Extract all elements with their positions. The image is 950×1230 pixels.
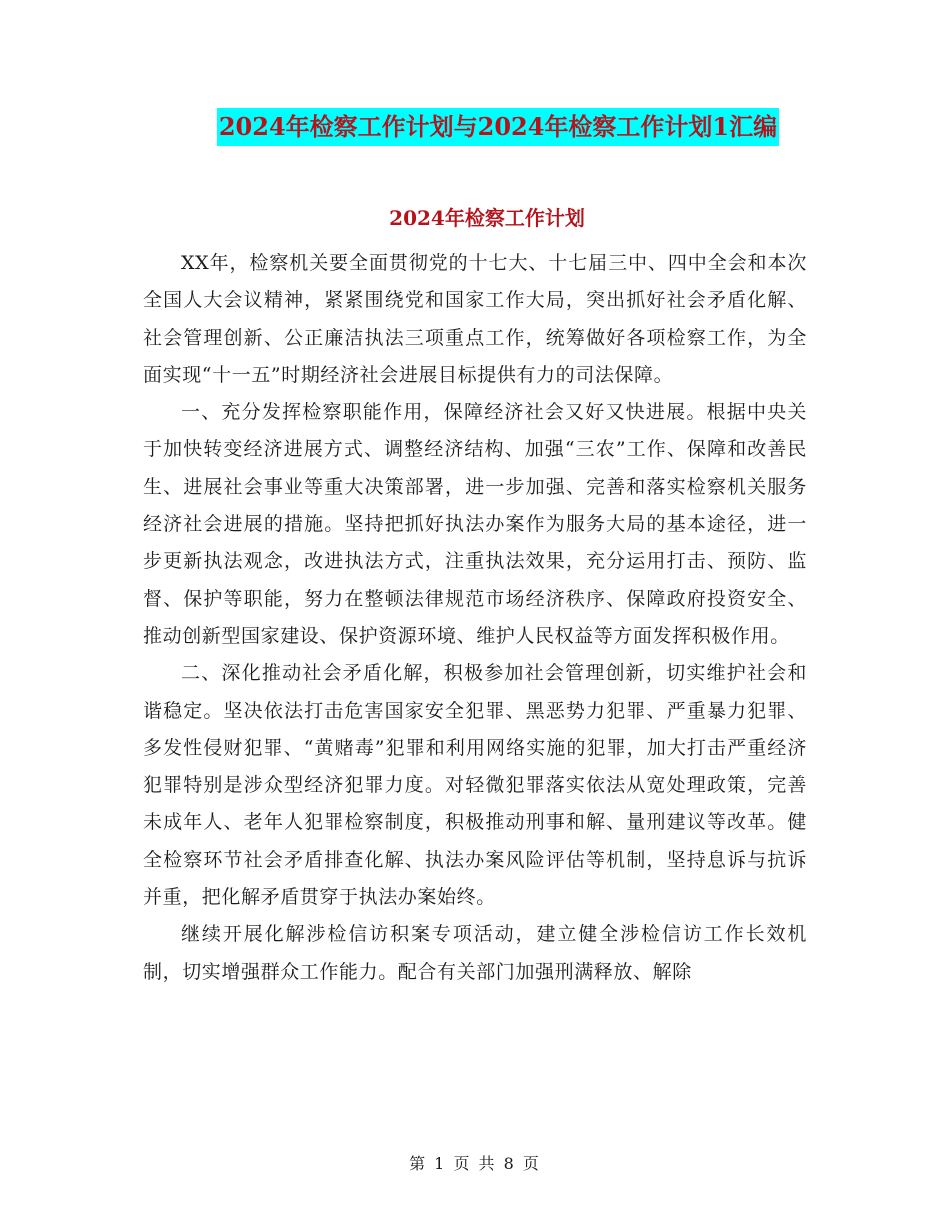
page-footer: 第 1 页 共 8 页 — [409, 1154, 541, 1173]
paragraph-continuation: 继续开展化解涉检信访积案专项活动，建立健全涉检信访工作长效机制，切实增强群众工作能力。配合有关部门加强刑满释放、解除 — [143, 923, 807, 983]
paragraph-point-two: 二、深化推动社会矛盾化解，积极参加社会管理创新，切实维护社会和谐稳定。坚决依法打击危害国家安全犯罪、黑恶势力犯罪、严重暴力犯罪、多发性侵财犯罪、“黄赌毒”犯罪和利用网络实施的犯罪，加大打击严重经济犯罪特别是涉众型经济犯罪力度。对轻微犯罪落实依法从宽处理政策，完善未成年人、老年人犯罪检察制度，积极推动刑事和解、量刑建议等改革。健全检察环节社会矛盾排查化解、执法办案风险评估等机制，坚持息诉与抗诉并重，把化解矛盾贯穿于执法办案始终。 — [143, 662, 807, 909]
paragraph-point-one: 一、充分发挥检察职能作用，保障经济社会又好又快进展。根据中央关于加快转变经济进展方式、调整经济结构、加强“三农”工作、保障和改善民生、进展社会事业等重大决策部署，进一步加强、完善和落实检察机关服务经济社会进展的措施。坚持把抓好执法办案作为服务大局的基本途径，进一步更新执法观念，改进执法方式，注重执法效果，充分运用打击、预防、监督、保护等职能，努力在整顿法律规范市场经济秩序、保障政府投资安全、推动创新型国家建设、保护资源环境、维护人民权益等方面发挥积极作用。 — [143, 401, 807, 647]
section-title: 2024年检察工作计划 — [389, 206, 585, 230]
paragraph-intro: XX年，检察机关要全面贯彻党的十七大、十七届三中、四中全会和本次全国人大会议精神，紧紧围绕党和国家工作大局，突出抓好社会矛盾化解、社会管理创新、公正廉洁执法三项重点工作，统筹做好各项检察工作，为全面实现“十一五”时期经济社会进展目标提供有力的司法保障。 — [143, 252, 807, 386]
document-body — [143, 245, 807, 991]
document-title: 2024年检察工作计划与2024年检察工作计划1汇编 — [217, 108, 779, 146]
document-title-container — [0, 108, 950, 146]
